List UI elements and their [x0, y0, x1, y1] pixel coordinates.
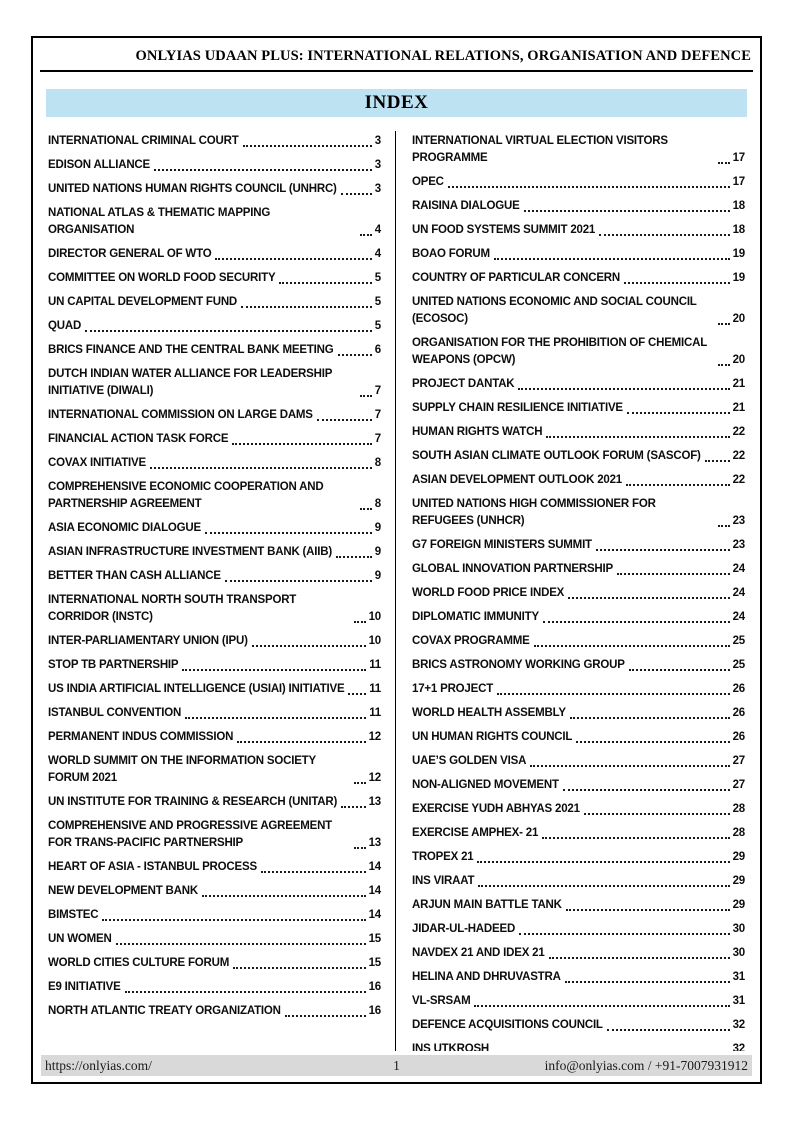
index-entry[interactable]	[48, 318, 381, 335]
index-entry[interactable]	[412, 633, 745, 650]
index-entry[interactable]	[48, 157, 381, 174]
dot-leader	[182, 669, 366, 671]
index-entry[interactable]	[412, 400, 745, 417]
index-entry[interactable]	[48, 907, 381, 924]
dot-leader	[243, 145, 372, 147]
entry-title: NORTH ATLANTIC TREATY ORGANIZATION	[48, 1005, 281, 1017]
entry-page-number: 13	[368, 796, 381, 808]
dot-leader	[205, 532, 372, 534]
index-entry[interactable]	[412, 335, 745, 369]
entry-title: BOAO FORUM	[412, 248, 490, 260]
index-entry[interactable]	[412, 294, 745, 328]
dot-leader	[617, 573, 730, 575]
entry-page-number: 19	[732, 272, 745, 284]
dot-leader	[718, 364, 730, 366]
entry-title: INTER-PARLIAMENTARY UNION (IPU)	[48, 635, 248, 647]
entry-page-number: 30	[732, 923, 745, 935]
entry-page-number: 27	[732, 779, 745, 791]
dot-leader	[534, 645, 730, 647]
dot-leader	[494, 258, 730, 260]
entry-page-number: 20	[732, 354, 745, 366]
index-entry[interactable]	[48, 657, 381, 674]
entry-page-number: 29	[732, 899, 745, 911]
dot-leader	[150, 467, 372, 469]
entry-page-number: 31	[732, 995, 745, 1007]
index-entry[interactable]	[48, 592, 381, 626]
entry-page-number: 15	[368, 957, 381, 969]
index-entry[interactable]	[412, 729, 745, 746]
index-entry[interactable]	[48, 455, 381, 472]
entry-title: INTERNATIONAL NORTH SOUTH TRANSPORT CORRIDOR (INSTC)	[48, 594, 297, 623]
entry-page-number: 28	[732, 827, 745, 839]
index-entry[interactable]	[412, 609, 745, 626]
entry-title: NAVDEX 21 AND IDEX 21	[412, 947, 545, 959]
entry-title: OPEC	[412, 176, 444, 188]
entry-title: UNITED NATIONS HIGH COMMISSIONER FOR REFUGEES (UNHCR)	[412, 498, 656, 527]
entry-title: UN HUMAN RIGHTS COUNCIL	[412, 731, 573, 743]
entry-page-number: 32	[732, 1043, 745, 1051]
index-entry[interactable]	[412, 174, 745, 191]
entry-page-number: 15	[368, 933, 381, 945]
index-entry[interactable]	[412, 657, 745, 674]
entry-title: UN WOMEN	[48, 933, 112, 945]
dot-leader	[477, 861, 729, 863]
entry-page-number: 12	[368, 731, 381, 743]
entry-page-number: 4	[374, 248, 381, 260]
entry-title: VL-SRSAM	[412, 995, 471, 1007]
dot-leader	[718, 162, 730, 164]
entry-page-number: 22	[732, 450, 745, 462]
index-entry[interactable]	[48, 407, 381, 424]
index-entry[interactable]	[48, 931, 381, 948]
entry-page-number: 11	[369, 659, 381, 671]
index-entry[interactable]	[412, 496, 745, 530]
entry-page-number: 3	[374, 183, 381, 195]
entry-title: UNITED NATIONS HUMAN RIGHTS COUNCIL (UNHRC)	[48, 183, 337, 195]
index-entry[interactable]	[48, 705, 381, 722]
dot-leader	[233, 967, 365, 969]
entry-title: 17+1 PROJECT	[412, 683, 494, 695]
entry-title: STOP TB PARTNERSHIP	[48, 659, 179, 671]
dot-leader	[607, 1029, 730, 1031]
entry-page-number: 29	[732, 851, 745, 863]
entry-title: UN FOOD SYSTEMS SUMMIT 2021	[412, 224, 596, 236]
entry-page-number: 18	[732, 200, 745, 212]
dot-leader	[237, 741, 365, 743]
dot-leader	[360, 508, 372, 510]
footer-page-number: 1	[393, 1057, 400, 1073]
entry-title: JIDAR-UL-HADEED	[412, 923, 516, 935]
entry-title: COUNTRY OF PARTICULAR CONCERN	[412, 272, 621, 284]
dot-leader	[85, 330, 372, 332]
entry-page-number: 16	[368, 981, 381, 993]
entry-title: WORLD HEALTH ASSEMBLY	[412, 707, 566, 719]
index-entry[interactable]	[48, 342, 381, 359]
entry-page-number: 16	[368, 1005, 381, 1017]
index-entry[interactable]	[48, 431, 381, 448]
entry-title: UN INSTITUTE FOR TRAINING & RESEARCH (UNITAR)	[48, 796, 338, 808]
dot-leader	[530, 765, 729, 767]
entry-page-number: 5	[374, 296, 381, 308]
entry-title: SOUTH ASIAN CLIMATE OUTLOOK FORUM (SASCOF)	[412, 450, 701, 462]
entry-title: GLOBAL INNOVATION PARTNERSHIP	[412, 563, 613, 575]
index-entry[interactable]	[48, 133, 381, 150]
entry-title: ASIA ECONOMIC DIALOGUE	[48, 522, 201, 534]
dot-leader	[566, 909, 730, 911]
document-header	[40, 44, 753, 72]
entry-title: COMMITTEE ON WORLD FOOD SECURITY	[48, 272, 276, 284]
dot-leader	[252, 645, 366, 647]
dot-leader	[285, 1015, 366, 1017]
entry-page-number: 21	[732, 378, 745, 390]
index-entry[interactable]	[48, 859, 381, 876]
index-entry[interactable]	[48, 181, 381, 198]
entry-title: NATIONAL ATLAS & THEMATIC MAPPING ORGANISATION	[48, 207, 271, 236]
entry-page-number: 10	[368, 611, 381, 623]
entry-page-number: 3	[374, 135, 381, 147]
entry-page-number: 8	[374, 498, 381, 510]
entry-page-number: 14	[368, 861, 381, 873]
index-entry[interactable]	[412, 246, 745, 263]
entry-page-number: 17	[732, 152, 745, 164]
entry-page-number: 11	[369, 683, 381, 695]
index-entry[interactable]	[412, 873, 745, 890]
dot-leader	[348, 693, 366, 695]
dot-leader	[627, 412, 730, 414]
entry-page-number: 9	[374, 522, 381, 534]
entry-title: NON-ALIGNED MOVEMENT	[412, 779, 559, 791]
entry-title: WORLD SUMMIT ON THE INFORMATION SOCIETY FORUM 2021	[48, 755, 316, 784]
entry-page-number: 7	[374, 433, 381, 445]
index-entry[interactable]	[412, 424, 745, 441]
dot-leader	[524, 210, 730, 212]
entry-title: COMPREHENSIVE ECONOMIC COOPERATION AND PARTNERSHIP AGREEMENT	[48, 481, 324, 510]
entry-page-number: 28	[732, 803, 745, 815]
dot-leader	[232, 443, 372, 445]
entry-title: UAE’S GOLDEN VISA	[412, 755, 527, 767]
entry-title: TROPEX 21	[412, 851, 474, 863]
footer-website-link[interactable]: https://onlyias.com/	[45, 1057, 152, 1073]
index-entry[interactable]	[412, 993, 745, 1010]
index-title: INDEX	[364, 92, 429, 113]
entry-page-number: 29	[732, 875, 745, 887]
dot-leader	[546, 436, 729, 438]
index-entry[interactable]	[48, 544, 381, 561]
entry-title: PROJECT DANTAK	[412, 378, 515, 390]
dot-leader	[185, 717, 366, 719]
index-entry[interactable]	[48, 955, 381, 972]
index-entry[interactable]	[412, 376, 745, 393]
dot-leader	[549, 957, 730, 959]
index-entry[interactable]	[48, 366, 381, 400]
entry-page-number: 26	[732, 683, 745, 695]
entry-title: QUAD	[48, 320, 82, 332]
entry-title: BIMSTEC	[48, 909, 99, 921]
dot-leader	[116, 943, 366, 945]
dot-leader	[570, 717, 730, 719]
entry-page-number: 14	[368, 885, 381, 897]
entry-title: INTERNATIONAL VIRTUAL ELECTION VISITORS PROGRAMME	[412, 135, 668, 164]
entry-page-number: 9	[374, 570, 381, 582]
index-entry[interactable]	[412, 1017, 745, 1034]
dot-leader	[241, 306, 372, 308]
dot-leader	[279, 282, 371, 284]
entry-page-number: 22	[732, 426, 745, 438]
entry-title: INS VIRAAT	[412, 875, 475, 887]
entry-page-number: 3	[374, 159, 381, 171]
entry-title: EXERCISE YUDH ABHYAS 2021	[412, 803, 580, 815]
entry-page-number: 6	[374, 344, 381, 356]
entry-page-number: 7	[374, 385, 381, 397]
entry-page-number: 23	[732, 539, 745, 551]
entry-page-number: 7	[374, 409, 381, 421]
dot-leader	[474, 1005, 729, 1007]
entry-page-number: 26	[732, 707, 745, 719]
entry-title: INTERNATIONAL CRIMINAL COURT	[48, 135, 239, 147]
entry-page-number: 4	[374, 224, 381, 236]
dot-leader	[518, 388, 729, 390]
dot-leader	[568, 597, 729, 599]
dot-leader	[125, 991, 366, 993]
entry-page-number: 22	[732, 474, 745, 486]
index-entry[interactable]	[48, 205, 381, 239]
dot-leader	[341, 806, 365, 808]
dot-leader	[478, 885, 729, 887]
entry-page-number: 31	[732, 971, 745, 983]
index-entry[interactable]	[48, 246, 381, 263]
entry-page-number: 5	[374, 272, 381, 284]
dot-leader	[599, 234, 729, 236]
dot-leader	[261, 871, 366, 873]
entry-page-number: 26	[732, 731, 745, 743]
entry-page-number: 25	[732, 659, 745, 671]
dot-leader	[629, 669, 730, 671]
entry-page-number: 32	[732, 1019, 745, 1031]
entry-title: EXERCISE AMPHEX- 21	[412, 827, 539, 839]
entry-page-number: 21	[732, 402, 745, 414]
entry-page-number: 13	[368, 837, 381, 849]
page-border-frame	[31, 36, 762, 1084]
entry-title: ASIAN INFRASTRUCTURE INVESTMENT BANK (AIIB)	[48, 546, 333, 558]
entry-title: FINANCIAL ACTION TASK FORCE	[48, 433, 229, 445]
entry-page-number: 25	[732, 635, 745, 647]
page-footer	[41, 1055, 752, 1076]
entry-page-number: 27	[732, 755, 745, 767]
entry-page-number: 10	[368, 635, 381, 647]
entry-title: ORGANISATION FOR THE PROHIBITION OF CHEMICAL WEAPONS (OPCW)	[412, 337, 707, 366]
dot-leader	[341, 193, 372, 195]
entry-title: UNITED NATIONS ECONOMIC AND SOCIAL COUNCIL (ECOSOC)	[412, 296, 697, 325]
dot-leader	[519, 933, 730, 935]
entry-title: COMPREHENSIVE AND PROGRESSIVE AGREEMENT FOR TRANS-PACIFIC PARTNERSHIP	[48, 820, 333, 849]
index-column-right	[396, 131, 745, 1051]
entry-title: COVAX INITIATIVE	[48, 457, 146, 469]
index-entry[interactable]	[48, 294, 381, 311]
entry-title: ISTANBUL CONVENTION	[48, 707, 182, 719]
entry-page-number: 19	[732, 248, 745, 260]
dot-leader	[225, 580, 372, 582]
dot-leader	[336, 556, 372, 558]
document-title: ONLYIAS UDAAN PLUS: INTERNATIONAL RELATIONS, ORGANISATION AND DEFENCE	[135, 48, 751, 64]
dot-leader	[448, 186, 730, 188]
entry-page-number: 24	[732, 563, 745, 575]
index-entry[interactable]	[412, 585, 745, 602]
index-entry[interactable]	[412, 705, 745, 722]
entry-title: EDISON ALLIANCE	[48, 159, 150, 171]
entry-title: BRICS FINANCE AND THE CENTRAL BANK MEETING	[48, 344, 334, 356]
entry-title: E9 INITIATIVE	[48, 981, 121, 993]
dot-leader	[354, 847, 366, 849]
index-entry[interactable]	[48, 568, 381, 585]
index-entry[interactable]	[48, 818, 381, 852]
entry-title: COVAX PROGRAMME	[412, 635, 530, 647]
entry-title: SUPPLY CHAIN RESILIENCE INITIATIVE	[412, 402, 623, 414]
index-entry[interactable]	[412, 801, 745, 818]
dot-leader	[576, 741, 729, 743]
entry-title: HUMAN RIGHTS WATCH	[412, 426, 543, 438]
entry-title: DIPLOMATIC IMMUNITY	[412, 611, 539, 623]
dot-leader	[565, 981, 730, 983]
dot-leader	[705, 460, 730, 462]
dot-leader	[543, 621, 730, 623]
index-entry[interactable]	[412, 561, 745, 578]
index-entry[interactable]	[412, 753, 745, 770]
dot-leader	[338, 354, 372, 356]
index-entry[interactable]	[412, 198, 745, 215]
index-entry[interactable]	[412, 897, 745, 914]
dot-leader	[317, 419, 372, 421]
entry-title: DEFENCE ACQUISITIONS COUNCIL	[412, 1019, 603, 1031]
entry-title: HELINA AND DHRUVASTRA	[412, 971, 561, 983]
entry-title: UN CAPITAL DEVELOPMENT FUND	[48, 296, 238, 308]
entry-title: DIRECTOR GENERAL OF WTO	[48, 248, 212, 260]
index-entry[interactable]	[48, 883, 381, 900]
index-entry[interactable]	[48, 794, 381, 811]
dot-leader	[497, 693, 730, 695]
index-entry[interactable]	[412, 270, 745, 287]
entry-title: DUTCH INDIAN WATER ALLIANCE FOR LEADERSHIP INITIATIVE (DIWALI)	[48, 368, 332, 397]
index-column-left	[48, 131, 395, 1051]
dot-leader	[354, 621, 366, 623]
dot-leader	[215, 258, 371, 260]
entry-page-number: 14	[368, 909, 381, 921]
footer-contact-link[interactable]: info@onlyias.com / +91-7007931912	[544, 1057, 748, 1073]
index-entry[interactable]	[48, 479, 381, 513]
entry-page-number: 9	[374, 546, 381, 558]
entry-page-number: 24	[732, 587, 745, 599]
entry-page-number: 8	[374, 457, 381, 469]
index-entry[interactable]	[412, 921, 745, 938]
index-entry[interactable]	[412, 777, 745, 794]
entry-title: WORLD FOOD PRICE INDEX	[412, 587, 565, 599]
entry-page-number: 23	[732, 515, 745, 527]
index-entry[interactable]	[48, 979, 381, 996]
entry-page-number: 30	[732, 947, 745, 959]
entry-page-number: 17	[732, 176, 745, 188]
entry-page-number: 24	[732, 611, 745, 623]
entry-title: G7 FOREIGN MINISTERS SUMMIT	[412, 539, 592, 551]
index-entry[interactable]	[412, 448, 745, 465]
index-entry[interactable]	[48, 729, 381, 746]
index-entry[interactable]	[412, 945, 745, 962]
entry-title: BETTER THAN CASH ALLIANCE	[48, 570, 221, 582]
index-columns	[48, 131, 745, 1051]
dot-leader	[154, 169, 372, 171]
entry-page-number: 20	[732, 313, 745, 325]
entry-title: RAISINA DIALOGUE	[412, 200, 520, 212]
dot-leader	[360, 395, 372, 397]
dot-leader	[626, 484, 730, 486]
entry-title: BRICS ASTRONOMY WORKING GROUP	[412, 659, 625, 671]
entry-title: ASIAN DEVELOPMENT OUTLOOK 2021	[412, 474, 622, 486]
index-entry[interactable]	[412, 133, 745, 167]
index-entry[interactable]	[412, 825, 745, 842]
entry-title: US INDIA ARTIFICIAL INTELLIGENCE (USIAI) INITIATIVE	[48, 683, 345, 695]
entry-page-number: 11	[369, 707, 381, 719]
index-title-bar	[46, 89, 747, 117]
entry-title: PERMANENT INDUS COMMISSION	[48, 731, 234, 743]
dot-leader	[360, 234, 372, 236]
dot-leader	[624, 282, 730, 284]
index-entry[interactable]	[412, 969, 745, 986]
dot-leader	[542, 837, 729, 839]
index-entry[interactable]	[412, 1041, 745, 1051]
entry-page-number: 5	[374, 320, 381, 332]
index-entry[interactable]	[412, 849, 745, 866]
dot-leader	[354, 782, 366, 784]
index-entry[interactable]	[48, 270, 381, 287]
index-entry[interactable]	[48, 681, 381, 698]
dot-leader	[202, 895, 366, 897]
dot-leader	[596, 549, 730, 551]
dot-leader	[563, 789, 730, 791]
entry-title: INS UTKROSH	[412, 1043, 490, 1051]
index-entry[interactable]	[48, 520, 381, 537]
dot-leader	[718, 323, 730, 325]
index-entry[interactable]	[48, 1003, 381, 1020]
entry-title: WORLD CITIES CULTURE FORUM	[48, 957, 230, 969]
dot-leader	[718, 525, 730, 527]
entry-title: ARJUN MAIN BATTLE TANK	[412, 899, 562, 911]
index-entry[interactable]	[412, 537, 745, 554]
index-entry[interactable]	[48, 753, 381, 787]
entry-title: HEART OF ASIA - ISTANBUL PROCESS	[48, 861, 257, 873]
dot-leader	[584, 813, 730, 815]
index-entry[interactable]	[412, 681, 745, 698]
index-entry[interactable]	[48, 633, 381, 650]
entry-title: INTERNATIONAL COMMISSION ON LARGE DAMS	[48, 409, 313, 421]
entry-title: NEW DEVELOPMENT BANK	[48, 885, 198, 897]
entry-page-number: 18	[732, 224, 745, 236]
index-entry[interactable]	[412, 472, 745, 489]
dot-leader	[102, 919, 365, 921]
index-entry[interactable]	[412, 222, 745, 239]
entry-page-number: 12	[368, 772, 381, 784]
